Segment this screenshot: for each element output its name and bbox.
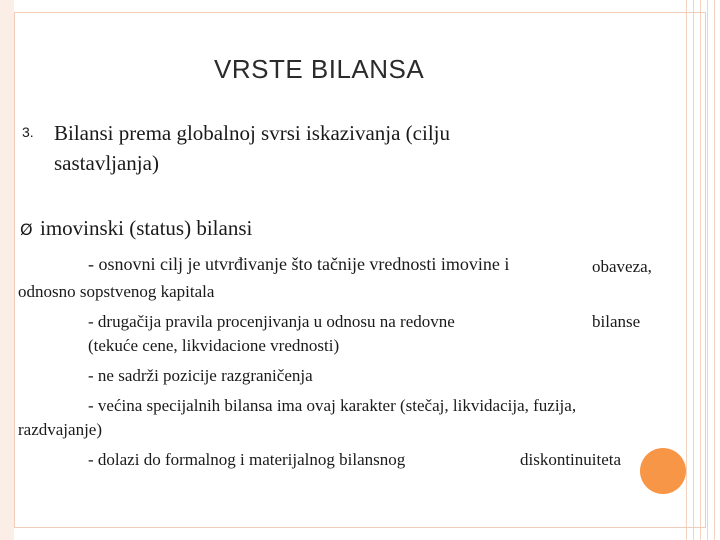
- list-number: 3.: [22, 124, 34, 140]
- text-line-2a: - drugačija pravila procenjivanja u odnosu na redovne: [88, 312, 455, 331]
- heading-line-2: sastavljanja): [54, 151, 159, 175]
- text-line-1b: obaveza,: [592, 257, 652, 276]
- decorative-circle-icon: [640, 448, 686, 494]
- subheading: imovinski (status) bilansi: [40, 216, 253, 240]
- arrow-bullet-icon: Ø: [20, 220, 33, 239]
- slide-title: VRSTE BILANSA: [214, 54, 425, 84]
- section-heading: [54, 118, 574, 178]
- text-line-1c: odnosno sopstvenog kapitala: [18, 282, 215, 301]
- text-line-5a: - dolazi do formalnog i materijalnog bilansnog: [88, 450, 406, 469]
- heading-line-1: Bilansi prema globalnoj svrsi iskazivanja (cilju: [54, 121, 450, 145]
- text-line-2b: bilanse: [592, 312, 641, 331]
- text-line-4a: - većina specijalnih bilansa ima ovaj karakter (stečaj, likvidacija, fuzija,: [88, 396, 577, 415]
- text-line-1a: - osnovni cilj je utvrđivanje što tačnije vrednosti imovine i: [88, 254, 510, 274]
- text-line-4b: razdvajanje): [18, 420, 102, 439]
- slide-left-band: [0, 0, 14, 540]
- text-line-5b: diskontinuiteta: [520, 450, 622, 469]
- text-line-3: - ne sadrži pozicije razgraničenja: [88, 366, 313, 385]
- text-line-2c: (tekuće cene, likvidacione vrednosti): [88, 336, 340, 355]
